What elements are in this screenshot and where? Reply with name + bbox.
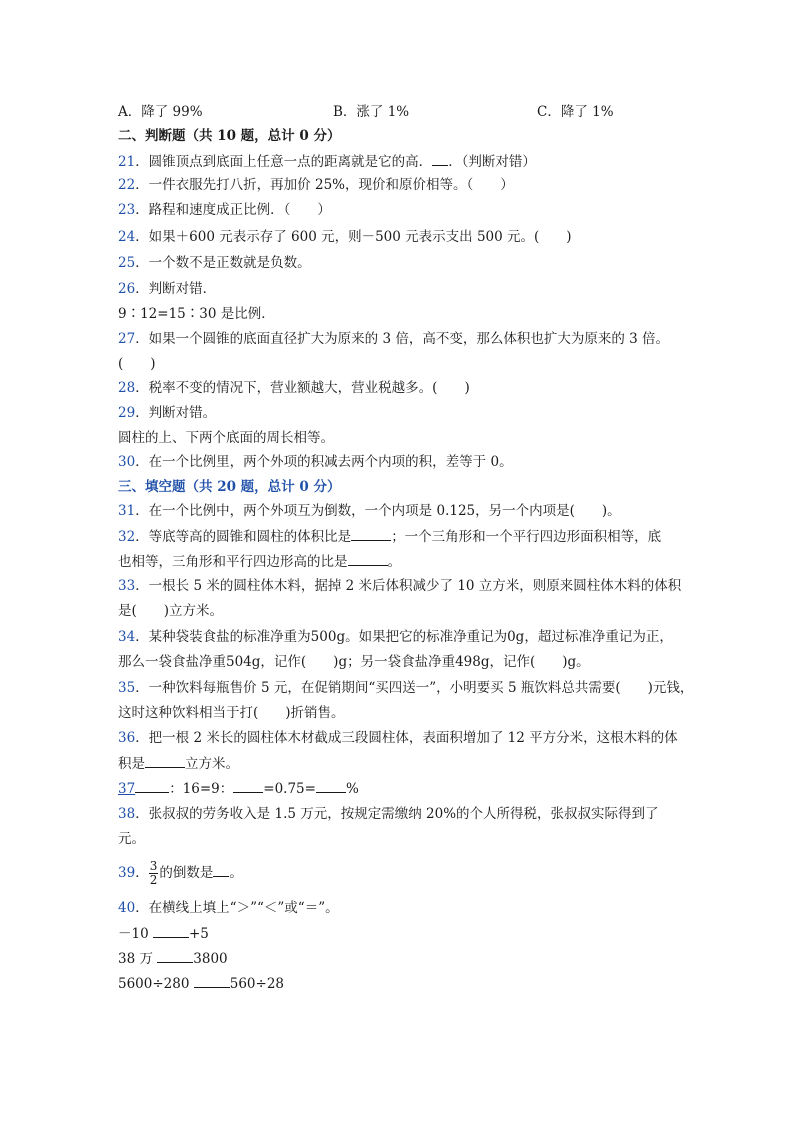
- question-33: [118, 576, 681, 596]
- compare-row-2: [118, 948, 228, 969]
- question-tail: 。: [229, 865, 243, 881]
- question-text: ．一根长 5 米的圆柱体木料，据掉 2 米后体积减少了 10 立方米，则原来圆柱体木料的体积: [135, 578, 682, 594]
- question-number: 21: [118, 154, 136, 170]
- compare-left: 38 万: [118, 951, 153, 967]
- question-text: ．一种饮料每瓶售价 5 元，在促销期间“买四送一”，小明要买 5 瓶饮料总共需要( )元钱，: [135, 680, 694, 696]
- question-34: [118, 627, 673, 647]
- question-28: [118, 378, 470, 398]
- question-text: ．张叔叔的劳务收入是 1.5 万元，按规定需缴纳 20%的个人所得税，张叔叔实际得到了: [135, 806, 659, 822]
- compare-left: 5600÷280: [118, 976, 190, 992]
- question-26: [118, 279, 216, 299]
- question-35-line2: 这时这种饮料相当于打( )折销售。: [118, 705, 345, 721]
- question-29-statement: 圆柱的上、下两个底面的周长相等。: [118, 430, 334, 446]
- question-36-line2: [118, 753, 239, 774]
- question-40: [118, 898, 339, 918]
- question-32: [118, 526, 661, 547]
- question-32-line2: [118, 551, 401, 572]
- question-text: ．税率不变的情况下，营业额越大，营业税越多。( ): [135, 380, 470, 396]
- question-36: [118, 728, 678, 748]
- question-number: 22: [118, 177, 136, 193]
- question-text: ：16=9：: [169, 781, 234, 797]
- question-tail: 。: [387, 554, 401, 570]
- question-text: ．圆锥顶点到底面上任意一点的距离就是它的高．: [135, 154, 433, 170]
- question-number: 35: [118, 680, 136, 696]
- question-tail: %: [345, 781, 359, 797]
- answer-blank[interactable]: [145, 753, 185, 768]
- question-34-line2: 那么一袋食盐净重504g，记作( )g；另一袋食盐净重498g，记作( )g。: [118, 654, 590, 670]
- answer-blank[interactable]: [351, 526, 391, 541]
- question-31: [118, 501, 621, 521]
- question-22: [118, 175, 514, 195]
- question-21: [118, 151, 536, 172]
- question-text: ．把一根 2 米长的圆柱体木材截成三段圆柱体，表面积增加了 12 平方分米，这根木料的体: [135, 730, 678, 746]
- section-title-fill-in: 三、填空题（共 20 题，总计 0 分）: [118, 479, 341, 495]
- question-27: [118, 329, 669, 349]
- question-text: ．如果一个圆锥的底面直径扩大为原来的 3 倍，高不变，那么体积也扩大为原来的 3 倍。: [135, 331, 670, 347]
- compare-right: +5: [188, 926, 209, 942]
- question-number: 38: [118, 806, 136, 822]
- question-number: 39: [118, 865, 136, 881]
- question-text: ．在一个比例里，两个外项的积减去两个内项的积，差等于 0。: [135, 454, 513, 470]
- question-tail: ．（判断对错）: [448, 154, 536, 170]
- question-37: [118, 778, 359, 799]
- question-38: [118, 804, 659, 824]
- question-text: ．某种袋装食盐的标准净重为500g。如果把它的标准净重记为0g，超过标准净重记为正，: [135, 629, 673, 645]
- question-26-statement: 9∶12=15∶30 是比例．: [118, 306, 275, 322]
- compare-row-1: [118, 923, 209, 944]
- question-text: ．一个数不是正数就是负数。: [135, 255, 311, 271]
- question-text: ．在横线上填上“＞”“＜”或“＝”。: [135, 900, 339, 916]
- question-text: ．等底等高的圆锥和圆柱的体积比是: [135, 529, 352, 545]
- compare-blank[interactable]: [194, 973, 230, 988]
- question-number: 30: [118, 454, 136, 470]
- question-text: ．在一个比例中，两个外项互为倒数，一个内项是 0.125，另一个内项是( )。: [135, 503, 621, 519]
- option-a: A．降了 99%: [118, 104, 203, 120]
- question-33-line2: 是( )立方米。: [118, 603, 224, 619]
- answer-blank[interactable]: [432, 151, 448, 166]
- question-38-line2: 元。: [118, 831, 145, 847]
- answer-blank[interactable]: [135, 778, 169, 793]
- question-number: 28: [118, 380, 136, 396]
- question-23: [118, 200, 331, 220]
- question-number: 25: [118, 255, 136, 271]
- question-number: 34: [118, 629, 136, 645]
- question-27-bracket: ( ): [118, 356, 156, 372]
- question-39: 39． $\frac{3}{2}$ 的倒数是 。: [118, 859, 243, 887]
- compare-right: 3800: [193, 951, 228, 967]
- question-number: 24: [118, 229, 136, 245]
- question-25: [118, 253, 311, 273]
- question-number: 32: [118, 529, 136, 545]
- question-number: 40: [118, 900, 136, 916]
- question-number: 31: [118, 503, 136, 519]
- question-24: [118, 227, 572, 247]
- question-30: [118, 452, 513, 472]
- answer-blank[interactable]: [348, 551, 388, 566]
- option-b: B．涨了 1%: [333, 104, 410, 120]
- question-number: 23: [118, 202, 136, 218]
- compare-blank[interactable]: [153, 923, 189, 938]
- answer-blank[interactable]: [233, 778, 263, 793]
- question-text: ．路程和速度成正比例．（ ）: [135, 202, 331, 218]
- question-number: 33: [118, 578, 136, 594]
- answer-blank[interactable]: [316, 778, 346, 793]
- question-number: 37: [118, 781, 136, 797]
- option-c: C．降了 1%: [537, 104, 614, 120]
- fraction-three-halves: $\frac{3}{2}$: [149, 859, 158, 887]
- answer-blank[interactable]: [213, 862, 229, 877]
- question-text: 积是: [118, 756, 145, 772]
- question-text: ．判断对错．: [135, 281, 217, 297]
- question-text: ．判断对错。: [135, 405, 217, 421]
- question-number: 26: [118, 281, 136, 297]
- compare-row-3: [118, 973, 284, 994]
- compare-left: －10: [118, 926, 149, 942]
- question-35: [118, 678, 693, 698]
- question-tail: 立方米。: [185, 756, 239, 772]
- question-number: 36: [118, 730, 136, 746]
- question-text-cont: =0.75=: [263, 781, 316, 797]
- question-text-cont: ；一个三角形和一个平行四边形面积相等，底: [391, 529, 662, 545]
- question-text: ．一件衣服先打八折，再加价 25%，现价和原价相等。（ ）: [135, 177, 514, 193]
- compare-right: 560÷28: [229, 976, 284, 992]
- question-number: 27: [118, 331, 136, 347]
- question-29: [118, 403, 216, 423]
- section-title-judgment: 二、判断题（共 10 题，总计 0 分）: [118, 128, 341, 144]
- compare-blank[interactable]: [157, 948, 193, 963]
- question-text: 也相等，三角形和平行四边形高的比是: [118, 554, 348, 570]
- question-text: 的倒数是: [159, 865, 214, 881]
- question-text: ．如果＋600 元表示存了 600 元，则－500 元表示支出 500 元。( ): [135, 229, 572, 245]
- question-number: 29: [118, 405, 136, 421]
